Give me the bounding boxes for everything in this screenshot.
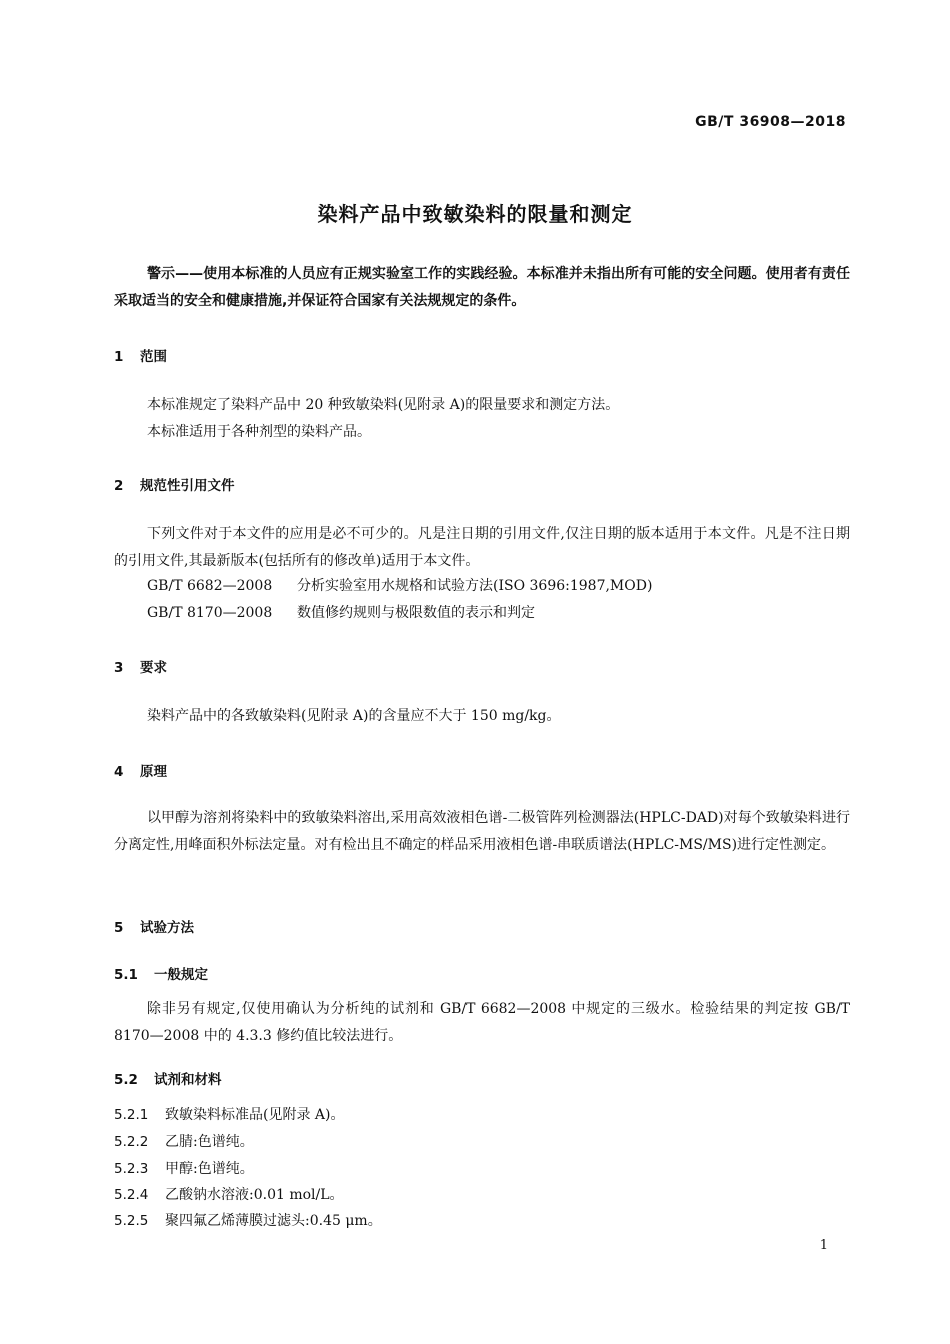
item-number: 5.2.4 [114, 1187, 149, 1203]
normative-reference [147, 573, 850, 600]
section-4-heading [114, 760, 167, 780]
page-number: 1 [819, 1238, 828, 1253]
section-1-paragraph-2: 本标准适用于各种剂型的染料产品。 [147, 424, 371, 440]
section-3-heading [114, 656, 167, 676]
section-2-paragraph-1: 下列文件对于本文件的应用是必不可少的。凡是注日期的引用文件,仅注日期的版本适用于本文件。凡是不注日期的引用文件,其最新版本(包括所有的修改单)适用于本文件。 [114, 526, 850, 569]
section-number: 2 [114, 478, 124, 494]
section-4-paragraph-1: 以甲醇为溶剂将染料中的致敏染料溶出,采用高效液相色谱-二极管阵列检测器法(HPLC-DAD)对每个致敏染料进行分离定性,用峰面积外标法定量。对有检出且不确定的样品采用液相色谱-串联质谱法(HPLC-MS/MS)进行定性测定。 [114, 810, 850, 853]
section-number: 4 [114, 764, 124, 780]
section-5-1-paragraph-1: 除非另有规定,仅使用确认为分析纯的试剂和 GB/T 6682—2008 中规定的三级水。检验结果的判定按 GB/T 8170—2008 中的 4.3.3 修约值比较法进行。 [114, 1001, 850, 1044]
list-item [114, 1131, 254, 1151]
item-text: 乙酸钠水溶液:0.01 mol/L。 [165, 1187, 344, 1203]
normative-reference [147, 600, 850, 627]
item-text: 乙腈:色谱纯。 [165, 1134, 254, 1150]
list-item [114, 1104, 344, 1124]
section-title: 试验方法 [140, 920, 194, 936]
section-number: 5.1 [114, 967, 138, 983]
reference-code: GB/T 8170—2008 [147, 605, 273, 621]
section-title: 要求 [140, 660, 167, 676]
section-title: 原理 [140, 764, 167, 780]
section-5-1-heading [114, 963, 208, 983]
section-title: 一般规定 [154, 967, 208, 983]
item-number: 5.2.5 [114, 1213, 149, 1229]
section-number: 5.2 [114, 1072, 138, 1088]
item-number: 5.2.2 [114, 1134, 149, 1150]
section-5-heading [114, 916, 194, 936]
reference-title: 数值修约规则与极限数值的表示和判定 [297, 605, 535, 621]
section-1-paragraph-1: 本标准规定了染料产品中 20 种致敏染料(见附录 A)的限量要求和测定方法。 [147, 397, 620, 413]
section-2-heading [114, 474, 235, 494]
list-item [114, 1158, 254, 1178]
reference-title: 分析实验室用水规格和试验方法(ISO 3696:1987,MOD) [297, 578, 653, 594]
item-text: 致敏染料标准品(见附录 A)。 [165, 1107, 345, 1123]
section-number: 1 [114, 349, 124, 365]
document-title: 染料产品中致敏染料的限量和测定 [317, 202, 633, 226]
section-title: 范围 [140, 349, 167, 365]
list-item [114, 1184, 344, 1204]
item-text: 甲醇:色谱纯。 [165, 1161, 254, 1177]
item-number: 5.2.1 [114, 1107, 149, 1123]
section-number: 3 [114, 660, 124, 676]
reference-code: GB/T 6682—2008 [147, 578, 273, 594]
list-item [114, 1210, 382, 1230]
item-text: 聚四氟乙烯薄膜过滤头:0.45 μm。 [165, 1213, 382, 1229]
section-5-2-heading [114, 1068, 222, 1088]
section-1-heading [114, 345, 167, 365]
section-3-paragraph-1: 染料产品中的各致敏染料(见附录 A)的含量应不大于 150 mg/kg。 [147, 708, 561, 724]
warning-paragraph: 警示——使用本标准的人员应有正规实验室工作的实践经验。本标准并未指出所有可能的安全问题。使用者有责任采取适当的安全和健康措施,并保证符合国家有关法规规定的条件。 [114, 266, 850, 309]
section-title: 规范性引用文件 [140, 478, 235, 494]
section-number: 5 [114, 920, 124, 936]
section-title: 试剂和材料 [154, 1072, 222, 1088]
standard-number: GB/T 36908—2018 [695, 114, 846, 130]
item-number: 5.2.3 [114, 1161, 149, 1177]
